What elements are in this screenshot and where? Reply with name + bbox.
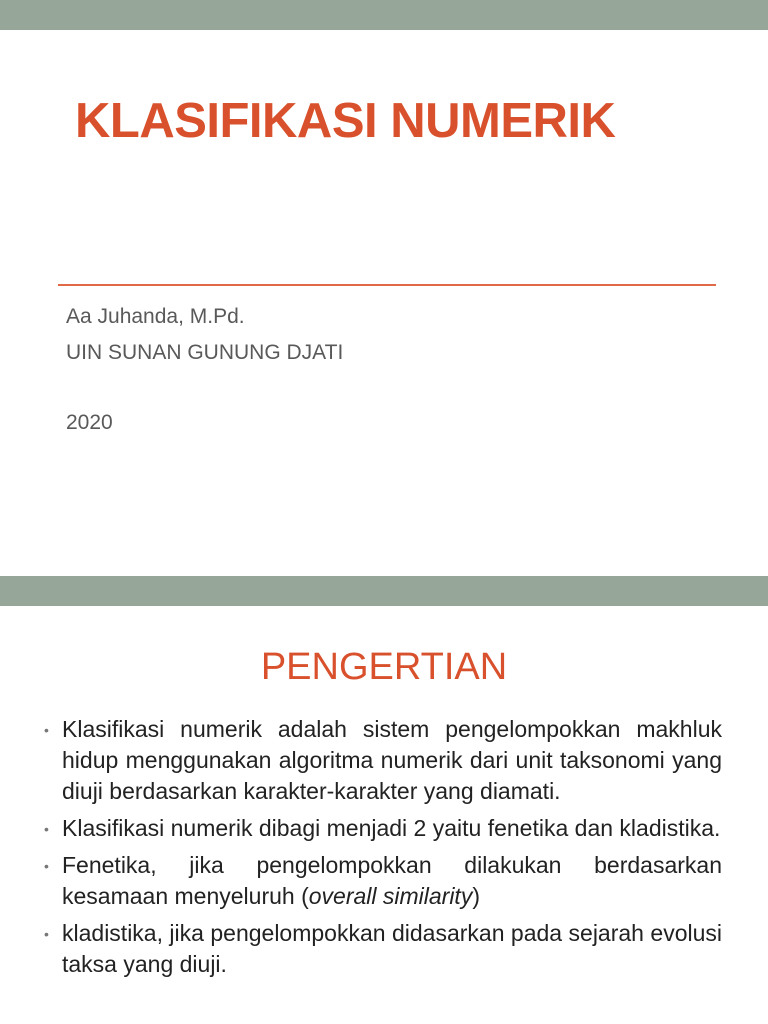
bullet-text-after: ): [472, 883, 480, 909]
slide-title: PENGERTIAN: [260, 646, 508, 688]
bullet-list: [42, 714, 722, 986]
bullet-item: [42, 850, 722, 912]
bullet-text: Klasifikasi numerik adalah sistem pengelompokkan makhluk hidup menggunakan algoritma numerik dari unit taksonomi yang diuji berdasarkan karakter-karakter yang diamati.: [62, 716, 722, 804]
bullet-text-before: Fenetika, jika pengelompokkan dilakukan berdasarkan kesamaan menyeluruh (: [62, 852, 722, 909]
bullet-dot-icon: •: [44, 722, 49, 738]
bullet-text: kladistika, jika pengelompokkan didasarkan pada sejarah evolusi taksa yang diuji.: [62, 920, 722, 977]
bullet-text: Klasifikasi numerik dibagi menjadi 2 yaitu fenetika dan kladistika.: [62, 815, 721, 841]
author-name: Aa Juhanda, M.Pd.: [66, 305, 245, 328]
institution-name: UIN SUNAN GUNUNG DJATI: [66, 341, 344, 364]
bullet-item: [42, 813, 722, 844]
bullet-text: [62, 850, 722, 912]
top-band: [0, 0, 768, 30]
bullet-dot-icon: •: [44, 821, 49, 837]
bullet-dot-icon: •: [44, 858, 49, 874]
bullet-dot-icon: •: [44, 926, 49, 942]
top-band: [0, 576, 768, 606]
bullet-item: [42, 918, 722, 980]
presentation-year: 2020: [66, 411, 113, 434]
bullet-text-italic: overall similarity: [308, 883, 473, 909]
presentation-title: KLASIFIKASI NUMERIK: [75, 94, 616, 148]
title-divider: [58, 284, 716, 286]
bullet-item: [42, 714, 722, 807]
content-slide: [0, 576, 768, 1024]
